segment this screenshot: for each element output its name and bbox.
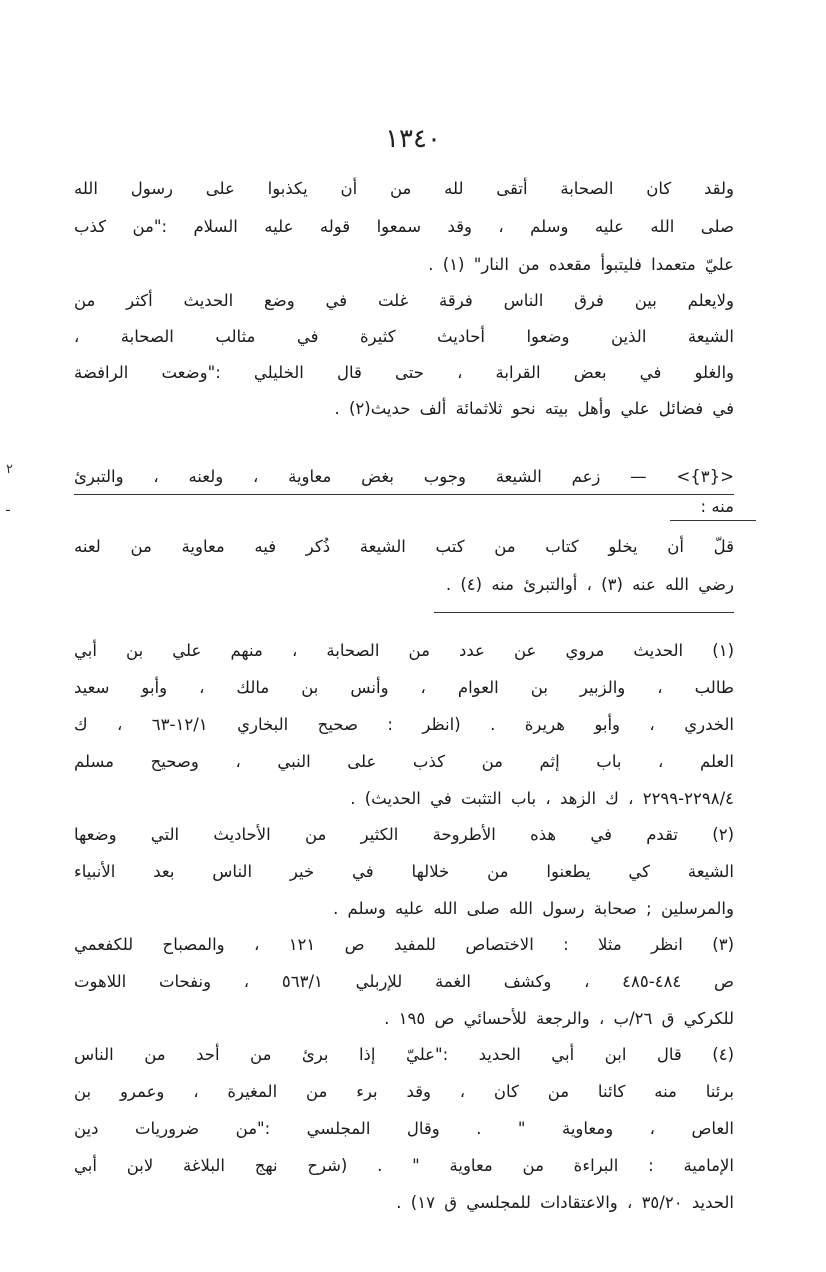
footnote-line: (٤) قال ابن أبي الحديد :"عليّ إذا برئ من أحد من الناس [74, 1045, 734, 1064]
margin-mark: ٢ [6, 462, 13, 477]
footnote-separator [434, 612, 734, 613]
footnote-line: العلم ، باب إثم من كذب على النبي ، وصحيح مسلم [74, 752, 734, 771]
footnote-line: العاص ، ومعاوية " . وقال المجلسي :"من ضروريات دين [74, 1119, 734, 1138]
footnote-line: ٢٢٩٨/٤-٢٢٩٩ ، ك الزهد ، باب التثبت في الحديث) . [350, 789, 734, 808]
body-line: في فضائل علي وأهل بيته نحو ثلاثمائة ألف حديث(٢) . [334, 399, 734, 418]
footnote-line: طالب ، والزبير بن العوام ، وأنس بن مالك ، وأبو سعيد [74, 678, 734, 697]
heading-underline [670, 520, 756, 521]
footnote-line: (١) الحديث مروي عن عدد من الصحابة ، منهم علي بن أبي [74, 641, 734, 660]
margin-mark: ـ [6, 500, 10, 515]
page-number: ١٣٤٠ [385, 124, 441, 154]
footnote-line: ص ٤٨٤-٤٨٥ ، وكشف الغمة للإربلي ٥٦٣/١ ، ونفحات اللاهوت [74, 972, 734, 991]
footnote-line: (٣) انظر مثلا : الاختصاص للمفيد ص ١٢١ ، والمصباح للكفعمي [74, 935, 734, 954]
footnote-line: الإمامية : البراءة من معاوية " . (شرح نهج البلاغة لابن أبي [74, 1156, 734, 1175]
body-line: ولقد كان الصحابة أتقى لله من أن يكذبوا على رسول الله [74, 179, 734, 198]
body-line: ولايعلم بين فرق الناس فرقة غلت في وضع الحديث أكثر من [74, 291, 734, 310]
footnote-line: الحديد ٣٥/٢٠ ، والاعتقادات للمجلسي ق ١٧) . [396, 1193, 734, 1212]
footnote-line: الخدري ، وأبو هريرة . (انظر : صحيح البخاري ١٢/١-٦٣ ، ك [74, 715, 734, 734]
body-line: والغلو في بعض القرابة ، حتى قال الخليلي :"وضعت الرافضة [74, 363, 734, 382]
body-line: صلى الله عليه وسلم ، وقد سمعوا قوله عليه السلام :"من كذب [74, 217, 734, 236]
body-line: عليّ متعمدا فليتبوأ مقعده من النار" (١) . [428, 255, 734, 274]
body-line: قلّ أن يخلو كتاب من كتب الشيعة ذُكر فيه معاوية من لعنه [74, 537, 734, 556]
footnote-line: والمرسلين ; صحابة رسول الله صلى الله عليه وسلم . [333, 899, 734, 918]
section-heading: <{٣}> — زعم الشيعة وجوب بغض معاوية ، ولعنه ، والتبرئ [74, 460, 734, 495]
body-line: الشيعة الذين وضعوا أحاديث كثيرة في مثالب الصحابة ، [74, 327, 734, 346]
footnote-line: (٢) تقدم في هذه الأطروحة الكثير من الأحاديث التي وضعها [74, 825, 734, 844]
section-heading-continuation: منه : [700, 497, 734, 516]
footnote-line: الشيعة كي يطعنوا من خلالها في خير الناس بعد الأنبياء [74, 862, 734, 881]
footnote-line: للكركي ق ٢٦/ب ، والرجعة للأحسائي ص ١٩٥ . [384, 1009, 734, 1028]
body-line: رضي الله عنه (٣) ، أوالتبرئ منه (٤) . [445, 575, 734, 594]
footnote-line: برئنا منه كائنا من كان ، وقد برء من المغيرة ، وعمرو بن [74, 1082, 734, 1101]
